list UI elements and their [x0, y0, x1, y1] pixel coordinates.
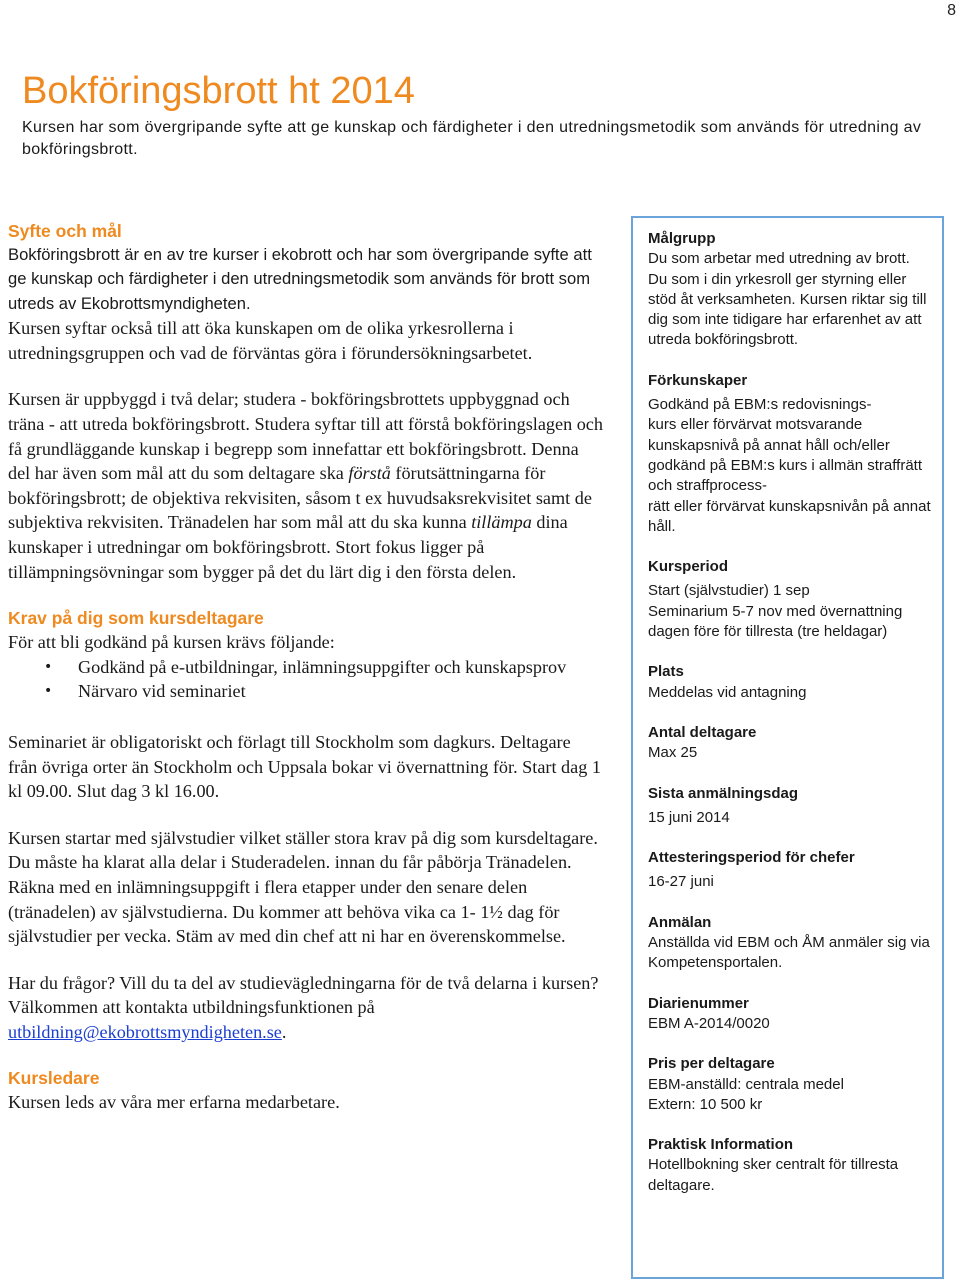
anmalan-section — [648, 913, 932, 974]
syfte-text-2: Kursen syftar också till att öka kunskapen om de olika yrkesrollerna i utredningsgruppen och vad de förväntas göra i förundersökningsarbetet. — [8, 318, 533, 363]
bullet-icon: • — [44, 658, 53, 675]
attest-label: Attesteringsperiod för chefer — [648, 849, 855, 867]
praktisk-label: Praktisk Information — [648, 1136, 794, 1154]
kursperiod-text: Start (självstudier) 1 sep Seminarium 5-7 nov med övernattning dagen före för tillresta (tre heldagar) — [648, 582, 903, 641]
malgrupp-label: Målgrupp — [648, 230, 716, 247]
sista-text: 15 juni 2014 — [648, 808, 730, 826]
anmalan-text: Anställda vid EBM och ÅM anmäler sig via Kompetensportalen. — [648, 934, 930, 972]
syfte-heading: Syfte och mål — [8, 221, 122, 241]
krav-intro: För att bli godkänd på kursen krävs följande: — [8, 632, 335, 653]
praktisk-text: Hotellbokning sker centralt för tillresta deltagare. — [648, 1156, 899, 1194]
sista-label: Sista anmälningsdag — [648, 784, 799, 802]
page-number: 8 — [947, 2, 956, 19]
page-title: Bokföringsbrott ht 2014 — [22, 70, 415, 112]
email-link[interactable]: utbildning@ekobrottsmyndigheten.se — [8, 1021, 282, 1042]
attest-section — [648, 848, 932, 893]
antal-label: Antal deltagare — [648, 723, 757, 741]
bullet-icon: • — [44, 683, 53, 700]
kursperiod-section — [648, 557, 932, 642]
krav-heading: Krav på dig som kursdeltagare — [8, 608, 264, 629]
forkunskaper-section — [648, 371, 932, 537]
diarie-section — [648, 994, 932, 1035]
upplagg-emphasis-tillampa: tillämpa — [471, 512, 532, 533]
upplagg-part-3: dina kunskaper i utredningar om bokföringsbrott. Stort fokus ligger på tillämpningsövningar som bygger på det du lärt dig i den första delen. — [8, 512, 568, 582]
fragor-paragraph — [8, 971, 603, 1045]
fragor-text: Har du frågor? Vill du ta del av studievägledningarna för de två delarna i kursen? Välkommen att kontakta utbildningsfunktionen på — [8, 972, 599, 1018]
course-facts-sidebar — [631, 216, 944, 1279]
antal-text: Max 25 — [648, 744, 698, 762]
plats-label: Plats — [648, 663, 684, 681]
forkunskaper-label: Förkunskaper — [648, 371, 748, 389]
pris-section — [648, 1054, 932, 1115]
fragor-end: . — [281, 1021, 287, 1042]
sista-section — [648, 784, 932, 829]
pris-label: Pris per deltagare — [648, 1055, 775, 1073]
syfte-text: Bokföringsbrott är en av tre kurser i ekobrott och har som övergripande syfte att ge kunskap och färdigheter i den utredningsmetodik som används för brott som utreds av Ekobrottsmyndigheten. — [8, 245, 592, 313]
krav-item-text: Närvaro vid seminariet — [78, 681, 246, 702]
kursperiod-label: Kursperiod — [648, 558, 729, 576]
main-column — [8, 219, 603, 1115]
upplagg-part-2: förutsättningarna för bokföringsbrott; de objektiva rekvisiten, såsom t ex huvudsaksrekvisitet samt de subjektiva rekvisiten. Tränadelen har som mål att du ska kunna — [8, 463, 592, 533]
sjalvstudier-text: Kursen startar med självstudier vilket ställer stora krav på dig som kursdeltagare. Du måste ha klarat alla delar i Studeradelen. innan du får påbörja Tränadelen. Räkna med en inlämningsuppgift i flera etapper under den senare delen (tränadelen) av självstudierna. Du kommer att behöva vika ca 1- 1½ dag för självstudier per vecka. Stäm av med din chef att ni har en överenskommelse. — [8, 827, 598, 947]
kursledare-text: Kursen leds av våra mer erfarna medarbetare. — [8, 1092, 340, 1113]
upplagg-paragraph — [8, 387, 603, 584]
krav-item — [8, 655, 603, 680]
pris-text: EBM-anställd: centrala medel Extern: 10 500 kr — [648, 1075, 844, 1113]
diarie-label: Diarienummer — [648, 994, 749, 1012]
page-subtitle: Kursen har som övergripande syfte att ge kunskap och färdigheter i den utredningsmetodik som används för utredning av bokföringsbrott. — [22, 119, 922, 158]
anmalan-label: Anmälan — [648, 913, 712, 931]
malgrupp-section — [648, 229, 932, 351]
plats-text: Meddelas vid antagning — [648, 683, 807, 701]
krav-item-text: Godkänd på e-utbildningar, inlämningsuppgifter och kunskapsprov — [78, 656, 567, 677]
malgrupp-text: Du som arbetar med utredning av brott. Du som i din yrkesroll ger styrning eller stöd åt verksamheten. Kursen riktar sig till dig som inte tidigare har erfarenhet av att utreda bokföringsbrott. — [648, 250, 927, 349]
krav-list — [8, 655, 603, 704]
kursledare-heading: Kursledare — [8, 1068, 100, 1089]
diarie-text: EBM A-2014/0020 — [648, 1014, 770, 1032]
upplagg-emphasis-forsta: förstå — [348, 463, 391, 484]
krav-item — [8, 679, 603, 704]
seminarium-text: Seminariet är obligatoriskt och förlagt till Stockholm som dagkurs. Deltagare från övriga orter än Stockholm och Uppsala bokar vi övernattning för. Start dag 1 kl 09.00. Slut dag 3 kl 16.00. — [8, 731, 601, 802]
upplagg-part-1: Kursen är uppbyggd i två delar; studera - bokföringsbrottets uppbyggnad och träna - att utreda bokföringsbrott. Studera syftar till att förstå bokföringslagen och få grundläggande kunskap i begrepp som innefattar ett bokföringsbrott. Denna del har även som mål att du som deltagare ska — [8, 389, 603, 484]
praktisk-section — [648, 1135, 932, 1196]
antal-section — [648, 723, 932, 764]
forkunskaper-text: Godkänd på EBM:s redovisnings- kurs eller förvärvat motsvarande kunskapsnivå på annat håll och/eller godkänd på EBM:s kurs i allmän straffrätt och straffprocess- rätt eller förvärvat kunskapsnivån på annat håll. — [648, 396, 931, 535]
attest-text: 16-27 juni — [648, 873, 714, 891]
plats-section — [648, 662, 932, 703]
